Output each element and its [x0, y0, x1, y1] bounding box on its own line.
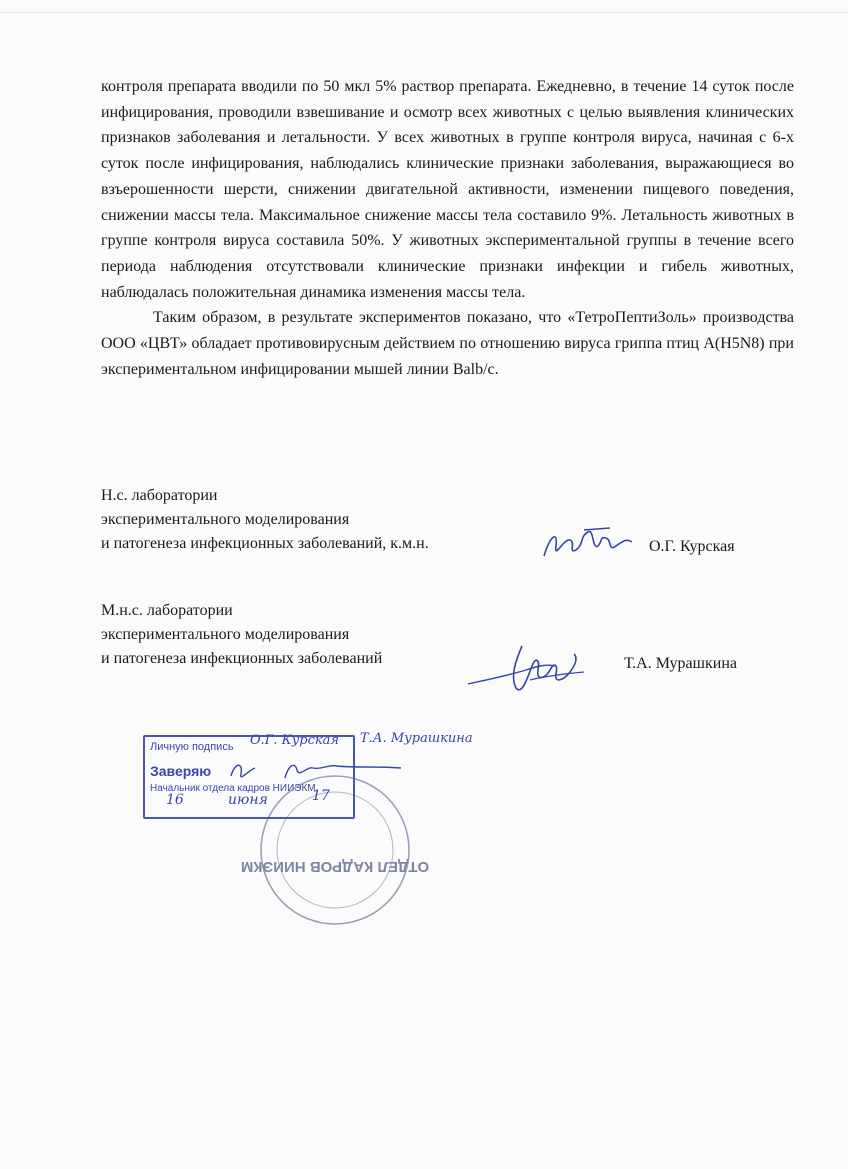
signatory-1-name: О.Г. Курская — [649, 538, 735, 555]
document-body — [101, 74, 794, 382]
handwritten-date-day: 16 — [166, 792, 184, 808]
signatory-2-name: Т.А. Мурашкина — [624, 655, 737, 672]
signature-2 — [466, 636, 596, 700]
signatory-2-line-3: и патогенеза инфекционных заболеваний — [101, 650, 383, 667]
stamp-line-2: Заверяю — [150, 763, 212, 779]
handwritten-date-month: июня — [228, 792, 268, 808]
stamp-line-3: Начальник отдела кадров НИИЭКМ — [150, 783, 316, 794]
handwritten-name-2: Т.А. Мурашкина — [360, 731, 473, 746]
signatory-2-position — [101, 599, 501, 671]
signatory-1-line-2: экспериментального моделирования — [101, 511, 350, 528]
round-seal-text: ОТДЕЛ КАДРОВ НИИЭКМ — [240, 858, 430, 875]
handwritten-name-1: О.Г. Курская — [250, 733, 339, 748]
certifier-signature — [225, 756, 405, 784]
signature-1 — [540, 516, 640, 568]
signatory-1-position — [101, 484, 501, 556]
signatory-1-line-1: Н.с. лаборатории — [101, 487, 218, 504]
signatory-2-line-2: экспериментального моделирования — [101, 626, 350, 643]
signatory-1-line-3: и патогенеза инфекционных заболеваний, к.м.н. — [101, 535, 429, 552]
scan-artifact-line — [0, 12, 848, 13]
signatory-2-line-1: М.н.с. лаборатории — [101, 602, 233, 619]
body-paragraph-1: контроля препарата вводили по 50 мкл 5% раствор препарата. Ежедневно, в течение 14 суток после инфицирования, проводили взвешивание и осмотр всех животных с целью выявления клинических признаков заболевания и летальности. У всех животных в группе контроля вируса, начиная с 6-х суток после инфицирования, наблюдались клинические признаки заболевания, выражающиеся во взъерошенности шерсти, снижении двигательной активности, изменении пищевого поведения, снижении массы тела. Максимальное снижение массы тела составило 9%. Летальность животных в группе контроля вируса составила 50%. У животных экспериментальной группы в течение всего периода наблюдения отсутствовали клинические признаки инфекции и гибель животных, наблюдалась положительная динамика изменения массы тела. — [101, 78, 794, 301]
stamp-line-1: Личную подпись — [150, 741, 234, 753]
handwritten-date-year: 17 — [312, 788, 330, 804]
body-paragraph-2: Таким образом, в результате экспериментов показано, что «ТетроПептиЗоль» производства ООО «ЦВТ» обладает противовирусным действием по отношению вируса гриппа птиц A(H5N8) при экспериментальном инфицировании мышей линии Balb/c. — [101, 309, 794, 378]
